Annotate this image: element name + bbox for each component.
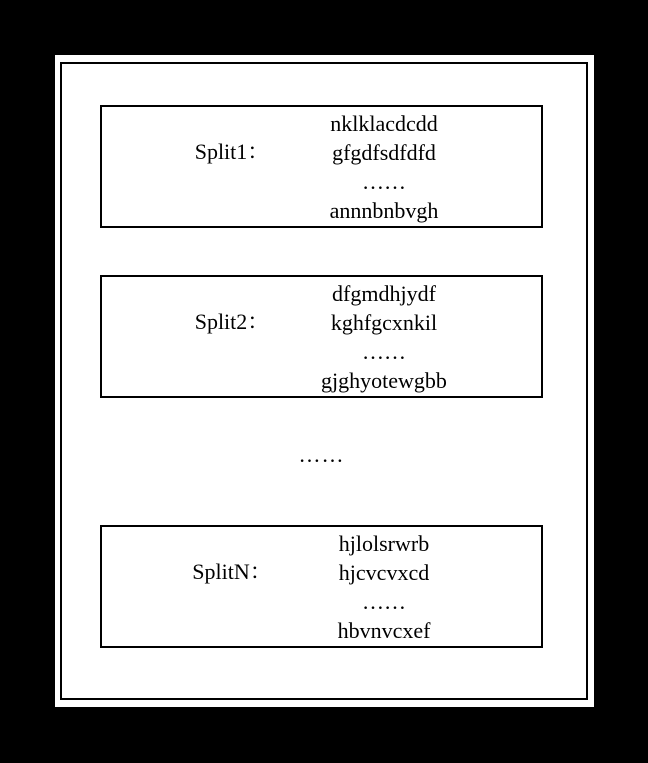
split2-ellipsis: …… xyxy=(362,338,406,364)
split1-ellipsis: …… xyxy=(362,168,406,194)
split1-content xyxy=(227,107,541,226)
splitN-ellipsis: …… xyxy=(362,588,406,614)
split2-line-1: dfgmdhjydf xyxy=(332,280,436,306)
splitN-label: SplitN： xyxy=(192,559,272,584)
split2-box xyxy=(100,275,543,398)
split2-line-2: kghfgcxnkil xyxy=(330,309,438,335)
split1-box xyxy=(100,105,543,228)
split1-line-2: gfgdfsdfdfd xyxy=(332,139,436,165)
splitN-content xyxy=(227,527,541,646)
splitN-line-1: hjlolsrwrb xyxy=(338,530,430,556)
split1-line-1: nklklacdcdd xyxy=(330,110,438,136)
splitN-box xyxy=(100,525,543,648)
splitN-line-2: hjcvcvxcd xyxy=(338,559,430,585)
diagram-page xyxy=(55,55,594,707)
split2-label: Split2： xyxy=(194,309,270,334)
between-splits-ellipsis: …… xyxy=(298,442,345,467)
split2-line-3: gjghyotewgbb xyxy=(321,367,447,393)
split1-label: Split1： xyxy=(194,139,270,164)
splitN-line-3: hbvnvcxef xyxy=(337,617,431,643)
split1-line-3: annnbnbvgh xyxy=(329,197,439,223)
split2-content xyxy=(227,277,541,396)
